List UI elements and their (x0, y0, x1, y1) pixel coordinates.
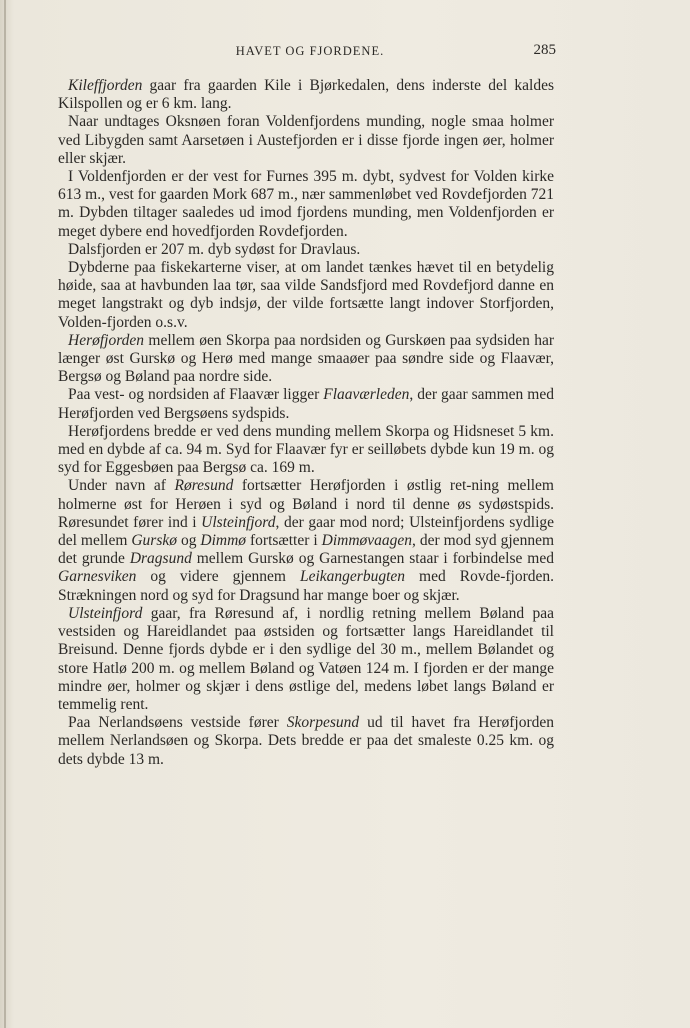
text-run: Dybderne paa fiskekarterne viser, at om landet tænkes hævet til en betydelig høide, saa at havbunden laa tør, saa vilde Sandsfjord med Rovdefjord danne en meget langstrakt og dyb indsjø, der vilde fortsætte langt indover Storfjorden, Volden-fjorden o.s.v. (58, 259, 554, 331)
text-run: Paa vest- og nordsiden af Flaavær ligger (68, 386, 324, 404)
italic-place-name: Kileffjorden (68, 77, 143, 94)
paragraph (58, 605, 554, 714)
text-run: , der gaar mod nord; Ulsteinfjordens sydlige del mellem (58, 513, 554, 550)
italic-place-name: Gurskø (131, 532, 177, 550)
binding-edge (4, 0, 6, 1028)
text-run: mellem øen Skorpa paa nordsiden og Gurskøen paa sydsiden har længer øst Gurskø og Herø med mange smaaøer paa søndre side og Flaavær, Bergsø og Bøland paa nordre side. (58, 331, 554, 386)
paragraph (58, 168, 554, 241)
italic-place-name: Dimmøvaagen (321, 532, 413, 550)
text-run: , der mod syd gjennem det grunde (58, 532, 555, 568)
italic-place-name: Dragsund (129, 550, 192, 568)
text-run: Paa Nerlandsøens vestside fører (68, 714, 287, 732)
paragraph (58, 113, 554, 168)
page-number: 285 (533, 42, 556, 58)
text-run: mellem Gurskø og Garnestangen staar i forbindelse med (191, 550, 554, 568)
paragraph (58, 477, 554, 604)
text-run: med Rovde-fjorden. Strækningen nord og syd for Dragsund har mange boer og skjær. (58, 568, 554, 604)
italic-place-name: Ulsteinfjord (201, 513, 276, 531)
italic-place-name: Flaaværleden (323, 386, 410, 404)
body-text (58, 77, 554, 769)
paragraph (58, 241, 554, 259)
text-run: Dalsfjorden er 207 m. dyb sydøst for Dravlaus. (68, 240, 361, 258)
text-run: fortsætter i (246, 532, 322, 550)
paragraph (58, 386, 554, 422)
paragraph (58, 332, 554, 387)
text-run: fortsætter Herøfjorden i østlig ret-ning mellem holmerne øst for Herøen i syd og Bøland i nord til denne øs sydøstspids. Røresundet fører ind i (58, 477, 554, 531)
text-run: Herøfjordens bredde er ved dens munding mellem Skorpa og Hidsneset 5 km. med en dybde af ca. 94 m. Syd for Flaavær fyr er seilløbets dybde kun 19 m. og syd for Eggesbøen paa Bergsø ca. 169 m. (58, 422, 554, 477)
italic-place-name: Røresund (174, 477, 234, 495)
text-run: Naar undtages Oksnøen foran Voldenfjordens munding, nogle smaa holmer ved Libygden samt Aarsetøen i Austefjorden er i disse fjorde ingen øer, holmer eller skjær. (58, 113, 554, 167)
paragraph (58, 714, 554, 769)
text-run: I Voldenfjorden er der vest for Furnes 395 m. dybt, sydvest for Volden kirke 613 m., vest for gaarden Mork 687 m., nær sammenløbet ved Rovdefjorden 721 m. Dybden tiltager saaledes ud imod fjordens munding, men Voldenfjorden er meget dybere end hovedfjorden Rovdefjorden. (58, 168, 554, 240)
italic-place-name: Herøfjorden (68, 331, 145, 349)
text-run: , der gaar sammen med Herøfjorden ved Bergsøens sydspids. (58, 386, 554, 422)
italic-place-name: Ulsteinfjord (68, 604, 143, 622)
paragraph (58, 423, 554, 478)
paragraph (58, 259, 554, 332)
text-run: gaar, fra Røresund af, i nordlig retning mellem Bøland paa vestsiden og Hareidlandet paa østsiden og fortsætter langs Hareidlandet til Breisund. Denne fjords dybde er i den sydlige del 30 m., mellem Bølandet og store Hatlø 200 m. og mellem Bøland og Vatøen 124 m. I fjorden er der mange mindre øer, holmer og skjær i dens østlige del, medens løbet langs Bøland er temmelig rent. (58, 604, 554, 713)
text-run: Under navn af (68, 477, 175, 495)
italic-place-name: Garnesviken (58, 568, 137, 586)
text-run: og videre gjennem (136, 568, 300, 586)
paragraph (58, 77, 554, 113)
text-run: gaar fra gaarden Kile i Bjørkedalen, dens inderste del kaldes Kilspollen og er 6 km. lang. (58, 77, 554, 113)
text-run: ud til havet fra Herøfjorden mellem Nerlandsøen og Skorpa. Dets bredde er paa det smaleste 0.25 km. og dets dybde 13 m. (58, 714, 555, 768)
italic-place-name: Leikangerbugten (299, 568, 406, 586)
running-header: HAVET OG FJORDENE. (235, 44, 385, 58)
text-run: og (176, 532, 201, 550)
italic-place-name: Skorpesund (286, 714, 360, 732)
italic-place-name: Dimmø (200, 532, 247, 550)
